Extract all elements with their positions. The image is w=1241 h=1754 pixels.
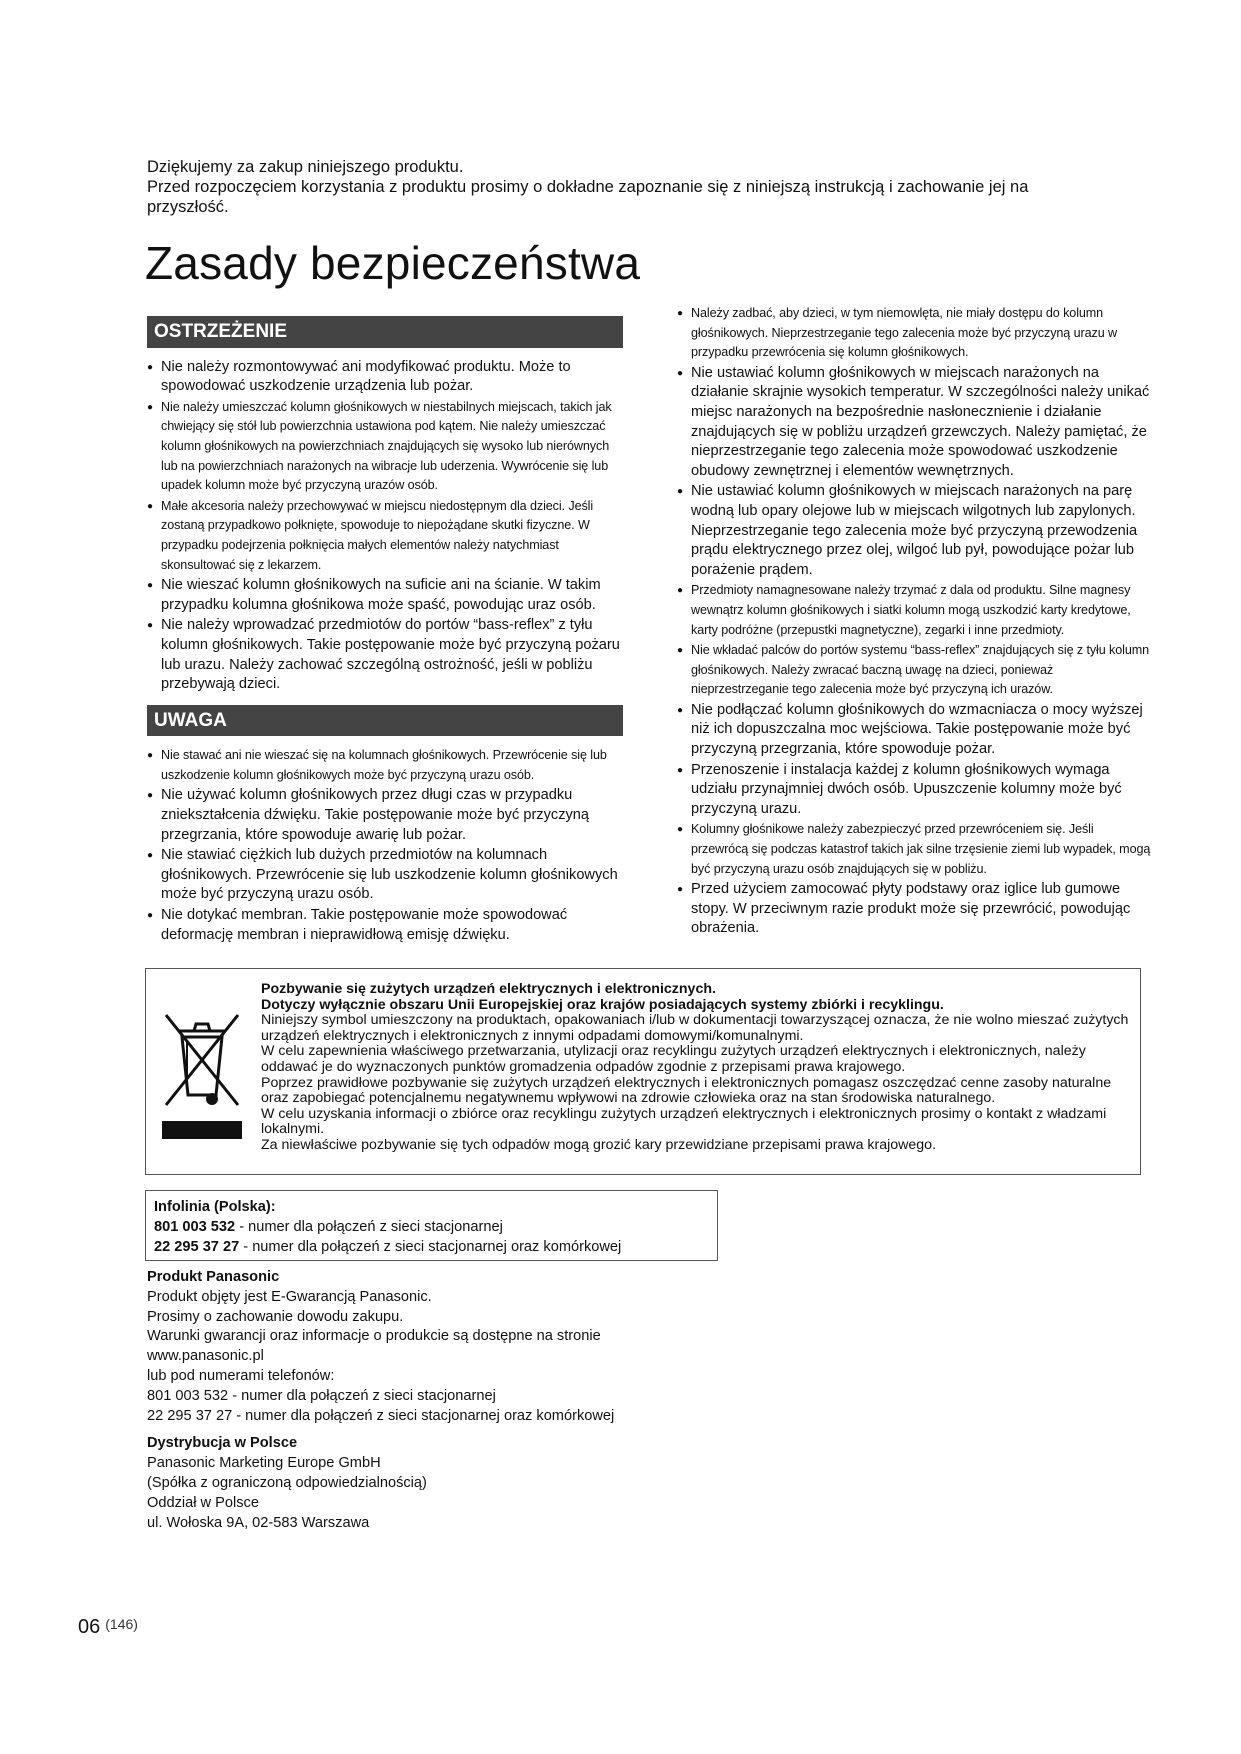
warning-list <box>147 358 623 695</box>
distribution-line: ul. Wołoska 9A, 02-583 Warszawa <box>147 1514 370 1531</box>
caution-header: UWAGA <box>147 705 623 737</box>
infoline-title: Infolinia (Polska): <box>154 1199 276 1215</box>
distribution-line: Oddział w Polsce <box>147 1494 259 1511</box>
infoline-box <box>145 1190 718 1261</box>
intro-instructions: Przed rozpoczęciem korzystania z produktu prosimy o dokładne zapoznanie się z niniejszą instrukcją i zachowanie jej na przyszłość. <box>147 178 1029 216</box>
product-title: Produkt Panasonic <box>147 1269 280 1285</box>
weee-paragraph: W celu uzyskania informacji o zbiórce oraz recyklingu zużytych urządzeń elektrycznych i elektronicznych prosimy o kontakt z władzami lokalnymi. <box>261 1105 1107 1138</box>
weee-paragraph: Niniejszy symbol umieszczony na produktach, opakowaniach i/lub w dokumentacji towarzyszącej oznacza, że nie wolno mieszać zużytych urządzeń elektrycznych i elektronicznych z innymi odpadami domowymi/komunalnymi. <box>261 1012 1129 1044</box>
safety-item: ● Przedmioty namagnesowane należy trzymać z dala od produktu. Silne magnesy wewnątrz kolumn głośnikowych i siatki kolumn mogą uszkodzić karty kredytowe, karty podróżne (przepustki magnetyczne), zegarki i inne przedmioty. <box>677 581 1153 640</box>
product-line: 801 003 532 - numer dla połączeń z sieci stacjonarnej <box>147 1387 496 1404</box>
safety-item: ● Nie ustawiać kolumn głośnikowych w miejscach narażonych na parę wodną lub opary olejowe lub w miejscach wilgotnych lub zapylonych. Nieprzestrzeganie tego zalecenia może być przyczyną przewodzenia prądu elektrycznego przez olej, wilgoć lub pył, powodujące pożar lub porażenie prądem. <box>677 482 1153 580</box>
crossed-bin-icon <box>160 1009 244 1139</box>
infoline-number: 801 003 532 <box>154 1219 236 1235</box>
caution-item: ● Nie stawiać ciężkich lub dużych przedmiotów na kolumnach głośnikowych. Przewrócenie się lub uszkodzenie kolumn głośnikowych może być przyczyną urazu osób. <box>147 846 623 905</box>
weee-paragraph: W celu zapewnienia właściwego przetwarzania, utylizacji oraz recyklingu zużytych urządzeń elektrycznych i elektronicznych, należy oddawać je do wyznaczonych punktów gromadzenia odpadów zgodnie z przepisami prawa krajowego. <box>261 1043 1086 1075</box>
infoline-row <box>154 1217 709 1237</box>
infoline-row <box>154 1237 709 1257</box>
weee-title: Pozbywanie się zużytych urządzeń elektrycznych i elektronicznych. <box>261 981 716 997</box>
safety-item: ● Przed użyciem zamocować płyty podstawy oraz iglice lub gumowe stopy. W przeciwnym razie produkt może się przewrócić, powodując obrażenia. <box>677 880 1153 939</box>
page-title: Zasady bezpieczeństwa <box>145 237 641 289</box>
warning-item: ● Nie należy wprowadzać przedmiotów do portów “bass-reflex” z tyłu kolumn głośnikowych. Takie postępowanie może być przyczyną pożaru lub urazu. Należy zachować szczególną ostrożność, jeśli w pobliżu przebywają dzieci. <box>147 616 623 694</box>
right-column <box>677 304 1153 940</box>
caution-item: ● Nie stawać ani nie wieszać się na kolumnach głośnikowych. Przewrócenie się lub uszkodzenie kolumn głośnikowych może być przyczyną urazu osób. <box>147 746 623 785</box>
intro <box>147 157 1107 217</box>
infoline-number: 22 295 37 27 <box>154 1239 240 1255</box>
product-line: Produkt objęty jest E-Gwarancją Panasonic. <box>147 1288 432 1305</box>
warning-header: OSTRZEŻENIE <box>147 316 623 348</box>
weee-text <box>261 982 1131 1154</box>
safety-item: ● Nie ustawiać kolumn głośnikowych w miejscach narażonych na działanie skrajnie wysokich temperatur. W szczególności należy unikać miejsc narażonych na bezpośrednie nasłonecznienie i działanie znajdujących się w pobliżu urządzeń grzewczych. Należy pamiętać, że nieprzestrzeganie tego zalecenia może spowodować uszkodzenie obudowy zewnętrznej i elementów wewnętrznych. <box>677 364 1153 482</box>
caution-item: ● Nie dotykać membran. Takie postępowanie może spowodować deformację membran i nieprawidłową emisję dźwięku. <box>147 906 623 945</box>
safety-item: ● Nie wkładać palców do portów systemu “bass-reflex” znajdujących się z tyłu kolumn głośnikowych. Należy zwracać baczną uwagę na dzieci, ponieważ nieprzestrzeganie tego zalecenia może być przyczyną ich urazów. <box>677 641 1153 700</box>
caution-item: ● Nie używać kolumn głośnikowych przez długi czas w przypadku zniekształcenia dźwięku. Takie postępowanie może być przyczyną przegrzania, które spowoduje awarię lub pożar. <box>147 786 623 845</box>
infoline-desc: - numer dla połączeń z sieci stacjonarnej oraz komórkowej <box>239 1239 622 1255</box>
warning-item: ● Małe akcesoria należy przechowywać w miejscu niedostępnym dla dzieci. Jeśli zostaną przypadkowo połknięte, spowoduje to niepożądane skutki fizyczne. W przypadku podejrzenia połknięcia małych elementów należy natychmiast skonsultować się z lekarzem. <box>147 497 623 575</box>
weee-subtitle: Dotyczy wyłącznie obszaru Unii Europejskiej oraz krajów posiadających systemy zbiórki i recyklingu. <box>261 996 944 1013</box>
intro-thanks: Dziękujemy za zakup niniejszego produktu. <box>147 158 464 176</box>
caution-list <box>147 746 623 945</box>
distribution-line: (Spółka z ograniczoną odpowiedzialnością) <box>147 1474 427 1491</box>
weee-notice-box <box>145 968 1141 1175</box>
product-line: Prosimy o zachowanie dowodu zakupu. <box>147 1308 404 1325</box>
infoline-desc: - numer dla połączeń z sieci stacjonarnej <box>235 1219 503 1235</box>
page-number-value: 06 <box>78 1616 101 1638</box>
page-reference: (146) <box>105 1616 138 1632</box>
safety-item: ● Należy zadbać, aby dzieci, w tym niemowlęta, nie miały dostępu do kolumn głośnikowych. Nieprzestrzeganie tego zalecenia może być przyczyną urazu w przypadku przewrócenia się kolumn głośnikowych. <box>677 304 1153 363</box>
page-number <box>78 1616 138 1639</box>
product-website: www.panasonic.pl <box>147 1348 264 1365</box>
safety-item: ● Nie podłączać kolumn głośnikowych do wzmacniacza o mocy wyższej niż ich dopuszczalna moc wejściowa. Takie postępowanie może być przyczyną przegrzania, które spowoduje pożar. <box>677 701 1153 760</box>
product-line: lub pod numerami telefonów: <box>147 1367 335 1384</box>
product-info <box>147 1268 847 1533</box>
warning-item: ● Nie wieszać kolumn głośnikowych na suficie ani na ścianie. W takim przypadku kolumna głośnikowa może spaść, powodując uraz osób. <box>147 576 623 615</box>
left-column <box>147 316 623 946</box>
weee-paragraph: Poprzez prawidłowe pozbywanie się zużytych urządzeń elektrycznych i elektronicznych pomagasz oszczędzać cenne zasoby naturalne oraz zapobiegać potencjalnemu negatywnemu wpływowi na zdrowie człowieka oraz na stan środowiska naturalnego. <box>261 1074 1112 1107</box>
weee-paragraph: Za niewłaściwe pozbywanie się tych odpadów mogą grozić kary przewidziane przepisami prawa krajowego. <box>261 1136 937 1153</box>
safety-item: ● Przenoszenie i instalacja każdej z kolumn głośnikowych wymaga udziału przynajmniej dwóch osób. Upuszczenie kolumny może być przyczyną urazu. <box>677 761 1153 820</box>
warning-item: ● Nie należy rozmontowywać ani modyfikować produktu. Może to spowodować uszkodzenie urządzenia lub pożar. <box>147 358 623 397</box>
warning-item: ● Nie należy umieszczać kolumn głośnikowych w niestabilnych miejscach, takich jak chwiejący się stół lub powierzchnia ustawiona pod kątem. Nie należy umieszczać kolumn głośnikowych na powierzchniach znajdujących się wysoko lub nierównych lub na powierzchniach narażonych na wibracje lub uderzenia. Wywrócenie się lub upadek kolumn może być przyczyną urazów osób. <box>147 398 623 496</box>
product-line: 22 295 37 27 - numer dla połączeń z sieci stacjonarnej oraz komórkowej <box>147 1407 615 1424</box>
distribution-line: Panasonic Marketing Europe GmbH <box>147 1455 381 1472</box>
distribution-title: Dystrybucja w Polsce <box>147 1435 298 1452</box>
right-list <box>677 304 1153 939</box>
safety-item: ● Kolumny głośnikowe należy zabezpieczyć przed przewróceniem się. Jeśli przewrócą się podczas katastrof takich jak silne trzęsienie ziemi lub wypadek, mogą być przyczyną urazu osób znajdujących się w pobliżu. <box>677 820 1153 879</box>
product-line: Warunki gwarancji oraz informacje o produkcie są dostępne na stronie <box>147 1328 601 1345</box>
